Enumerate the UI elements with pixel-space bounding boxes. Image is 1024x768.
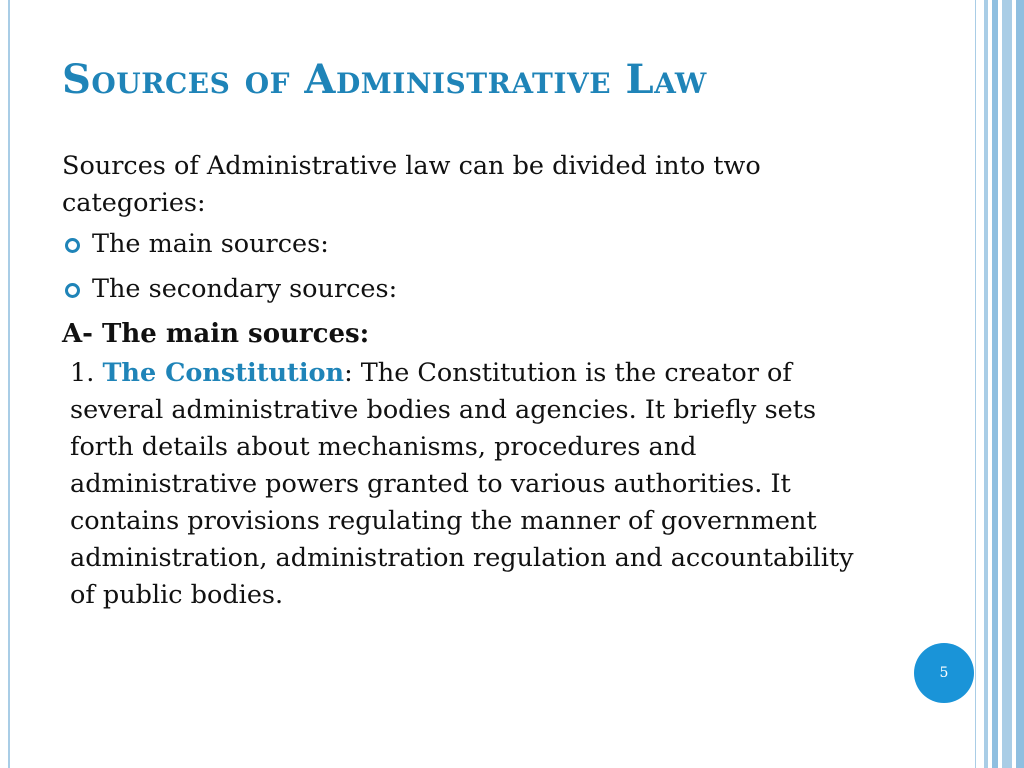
page-number-badge (914, 643, 974, 703)
bullet-item (62, 226, 862, 263)
intro-text: Sources of Administrative law can be divided into two categories: (62, 151, 761, 218)
bullet-item (62, 271, 862, 308)
item-number: 1. (70, 358, 95, 388)
right-stripe (1002, 0, 1012, 768)
section-heading: A- The main sources: (62, 319, 370, 349)
item-term: The Constitution (102, 358, 345, 388)
page-number: 5 (939, 665, 949, 681)
bullet-list (62, 226, 862, 308)
ring-bullet-icon (65, 283, 80, 298)
right-stripe (992, 0, 998, 768)
right-stripe (1016, 0, 1024, 768)
right-stripe (975, 0, 976, 768)
item-text: : The Constitution is the creator of several administrative bodies and agencies. It briefly sets forth details about mechanisms, procedures and administrative powers granted to various authorities. It contains provisions regulating the manner of government administration, administration regulation and accountability of public bodies. (70, 358, 854, 610)
ring-bullet-icon (65, 238, 80, 253)
numbered-item (62, 355, 862, 614)
slide-body (62, 148, 862, 614)
bullet-label: The main sources: (92, 229, 329, 259)
slide-title: Sources of Administrative Law (62, 56, 707, 103)
left-border-line (8, 0, 10, 768)
bullet-label: The secondary sources: (92, 274, 398, 304)
right-stripe (984, 0, 988, 768)
